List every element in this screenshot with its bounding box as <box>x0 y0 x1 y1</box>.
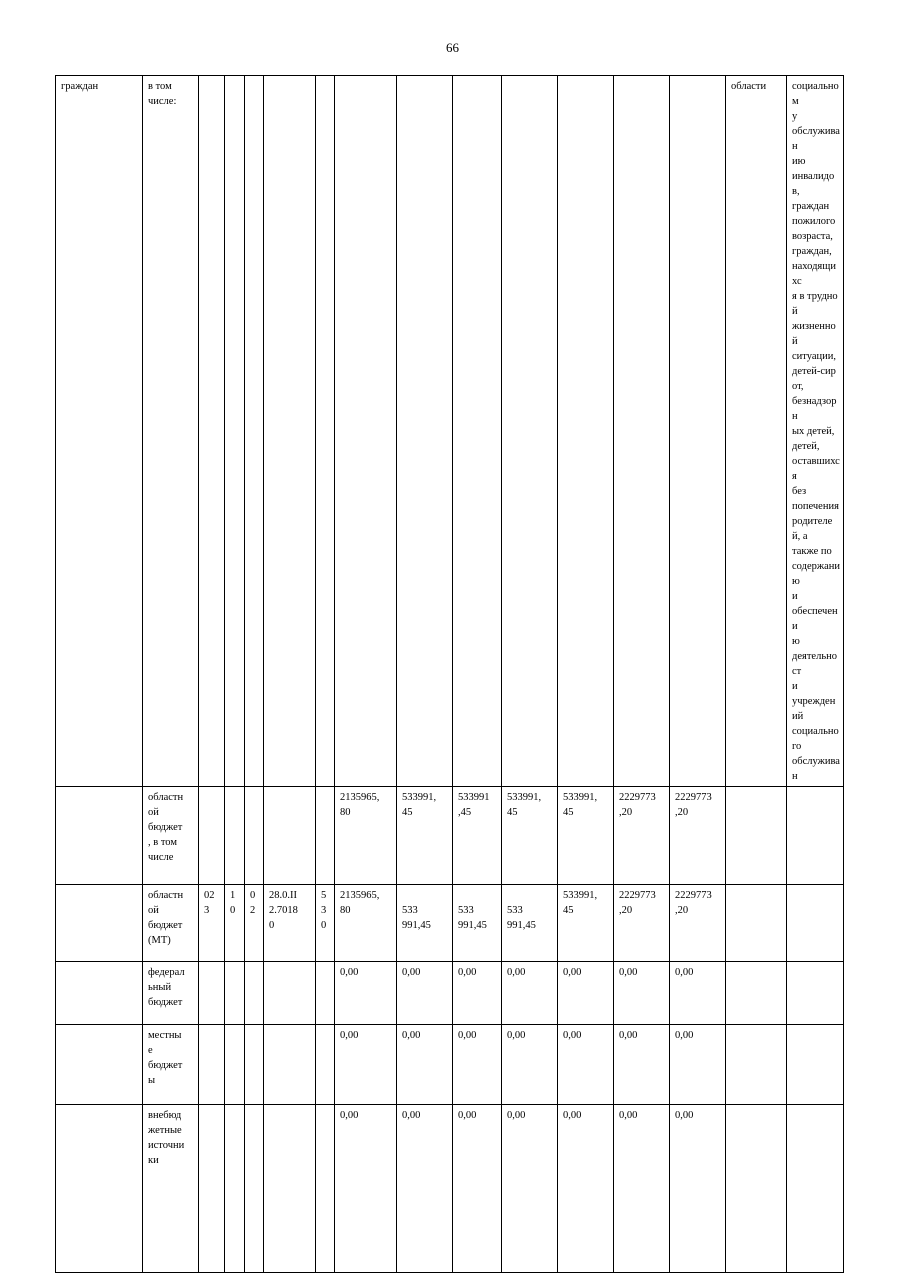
value-cell: 2229773 ,20 <box>670 885 726 962</box>
value-cell: 0,00 <box>397 1025 453 1105</box>
code-cell: 5 3 0 <box>316 885 335 962</box>
description-cell: социальном у обслуживан ию инвалидов, граждан пожилого возраста, граждан, находящихс я в трудной жизненной ситуации, детей-сирот, безнадзорн ых детей, детей, оставшихся без попечения родителей, а также по содержанию и обеспечени ю деятельност и учреждений социального обслуживан <box>787 76 844 787</box>
value-cell <box>397 76 453 787</box>
table-row <box>56 1025 844 1105</box>
value-cell: 533991, 45 <box>397 787 453 885</box>
region-cell-continuation <box>726 1025 787 1105</box>
spacer <box>402 888 449 903</box>
value-cell <box>335 76 397 787</box>
code-cell <box>264 76 316 787</box>
value-cell: 0,00 <box>670 1105 726 1273</box>
code-cell <box>199 787 225 885</box>
value-cell: 0,00 <box>453 1025 502 1105</box>
code-cell <box>316 962 335 1025</box>
code-cell <box>316 1105 335 1273</box>
value-cell: 0,00 <box>397 1105 453 1273</box>
value-cell: 0,00 <box>335 1025 397 1105</box>
value-cell <box>614 76 670 787</box>
value-cell: 0,00 <box>558 1105 614 1273</box>
value-cell: 0,00 <box>502 962 558 1025</box>
code-cell: 0 2 <box>245 885 264 962</box>
value-cell: 533991, 45 <box>558 885 614 962</box>
code-cell: 28.0.II 2.7018 0 <box>264 885 316 962</box>
value-cell: 0,00 <box>614 1105 670 1273</box>
table-row <box>56 962 844 1025</box>
code-cell <box>225 787 245 885</box>
value-cell <box>670 76 726 787</box>
value-text: 533 991,45 <box>402 905 431 931</box>
code-cell <box>245 1105 264 1273</box>
left-cell-continuation <box>56 787 143 885</box>
table-row <box>56 885 844 962</box>
value-cell: 2229773 ,20 <box>614 787 670 885</box>
code-cell <box>225 1105 245 1273</box>
code-cell <box>245 76 264 787</box>
code-cell <box>245 962 264 1025</box>
value-text: 533 991,45 <box>507 905 536 931</box>
page-number: 66 <box>446 40 459 55</box>
left-cell-continuation <box>56 1105 143 1273</box>
value-cell: 533991 ,45 <box>453 787 502 885</box>
region-cell-continuation <box>726 787 787 885</box>
value-cell: 2135965, 80 <box>335 885 397 962</box>
value-cell: 533991, 45 <box>502 787 558 885</box>
value-cell: 2135965, 80 <box>335 787 397 885</box>
left-cell-continuation <box>56 962 143 1025</box>
row-label: областн ой бюджет , в том числе <box>143 787 199 885</box>
region-cell-continuation <box>726 962 787 1025</box>
value-cell <box>453 885 502 962</box>
value-cell: 533991, 45 <box>558 787 614 885</box>
value-cell <box>502 76 558 787</box>
description-cell-continuation <box>787 787 844 885</box>
value-cell: 0,00 <box>558 962 614 1025</box>
row-label: внебюд жетные источни ки <box>143 1105 199 1273</box>
value-text: 533 991,45 <box>458 905 487 931</box>
value-cell: 0,00 <box>502 1105 558 1273</box>
region-cell-continuation <box>726 885 787 962</box>
region-cell-continuation <box>726 1105 787 1273</box>
spacer <box>507 888 554 903</box>
description-cell-continuation <box>787 962 844 1025</box>
row-label: в том числе: <box>143 76 199 787</box>
code-cell <box>225 1025 245 1105</box>
code-cell <box>264 962 316 1025</box>
value-cell <box>558 76 614 787</box>
code-cell <box>225 76 245 787</box>
left-cell: граждан <box>56 76 143 787</box>
table-row <box>56 76 844 787</box>
description-cell-continuation <box>787 1105 844 1273</box>
value-cell: 0,00 <box>397 962 453 1025</box>
code-cell <box>199 962 225 1025</box>
value-cell: 0,00 <box>558 1025 614 1105</box>
left-cell-continuation <box>56 1025 143 1105</box>
table-row <box>56 787 844 885</box>
code-cell <box>264 1025 316 1105</box>
left-cell-continuation <box>56 885 143 962</box>
code-cell <box>264 787 316 885</box>
region-cell: области <box>726 76 787 787</box>
value-cell: 0,00 <box>614 1025 670 1105</box>
code-cell <box>316 76 335 787</box>
description-cell-continuation <box>787 885 844 962</box>
value-cell: 2229773 ,20 <box>670 787 726 885</box>
value-cell: 0,00 <box>614 962 670 1025</box>
value-cell <box>397 885 453 962</box>
value-cell <box>453 76 502 787</box>
row-label: местны е бюджет ы <box>143 1025 199 1105</box>
table-row <box>56 1105 844 1273</box>
row-label: областн ой бюджет (МТ) <box>143 885 199 962</box>
description-cell-continuation <box>787 1025 844 1105</box>
spacer <box>458 888 498 903</box>
value-cell: 0,00 <box>502 1025 558 1105</box>
value-cell: 2229773 ,20 <box>614 885 670 962</box>
code-cell <box>225 962 245 1025</box>
value-cell <box>502 885 558 962</box>
code-cell <box>199 1105 225 1273</box>
code-cell: 02 3 <box>199 885 225 962</box>
value-cell: 0,00 <box>453 1105 502 1273</box>
value-cell: 0,00 <box>670 1025 726 1105</box>
code-cell <box>264 1105 316 1273</box>
code-cell: 1 0 <box>225 885 245 962</box>
code-cell <box>316 787 335 885</box>
value-cell: 0,00 <box>453 962 502 1025</box>
code-cell <box>199 1025 225 1105</box>
code-cell <box>199 76 225 787</box>
code-cell <box>245 1025 264 1105</box>
code-cell <box>245 787 264 885</box>
value-cell: 0,00 <box>335 962 397 1025</box>
row-label: федерал ьный бюджет <box>143 962 199 1025</box>
code-cell <box>316 1025 335 1105</box>
value-cell: 0,00 <box>670 962 726 1025</box>
budget-table <box>55 75 844 1273</box>
value-cell: 0,00 <box>335 1105 397 1273</box>
